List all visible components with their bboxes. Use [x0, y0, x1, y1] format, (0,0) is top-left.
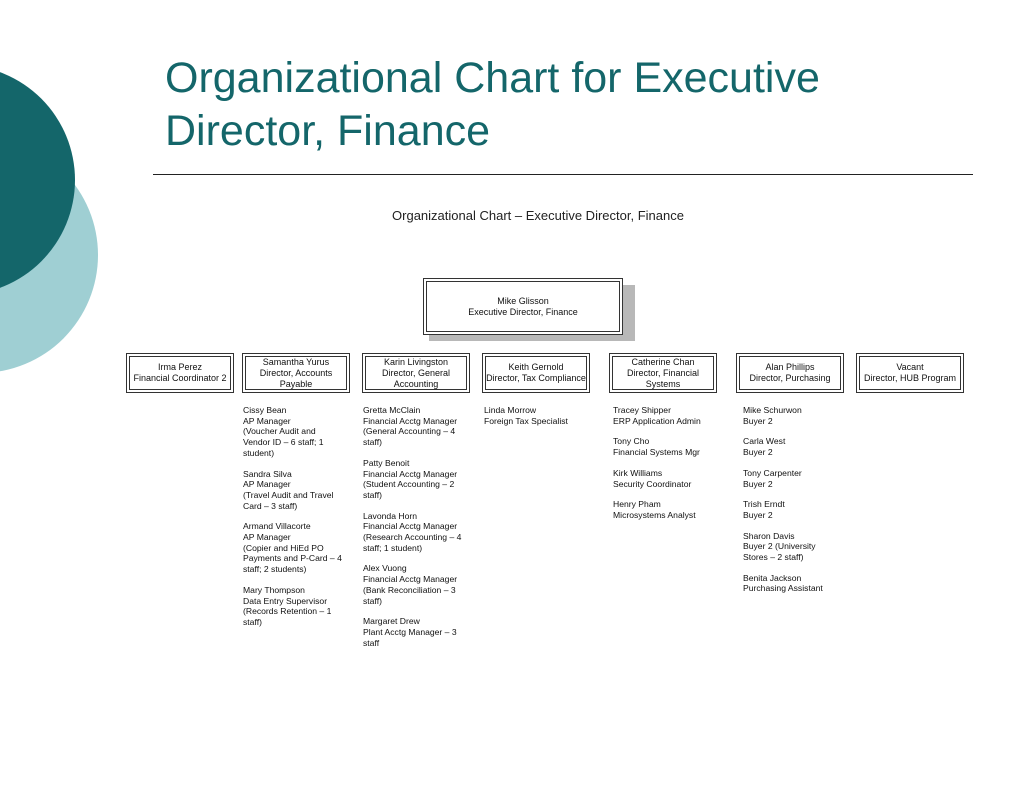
staff-role: Microsystems Analyst — [613, 509, 696, 520]
unit-role: Director, Accounts Payable — [259, 367, 333, 389]
list-item — [743, 499, 839, 520]
staff-name: Patty Benoit — [363, 457, 410, 468]
staff-role: AP Manager — [243, 479, 291, 490]
list-item — [363, 511, 465, 554]
staff-name: Carla West — [743, 436, 786, 447]
unit-box-alan-phillips — [736, 353, 844, 393]
staff-list-general-accounting — [363, 405, 465, 658]
list-item — [363, 563, 465, 606]
staff-name: Tracey Shipper — [613, 405, 671, 415]
staff-role: Buyer 2 — [743, 415, 773, 426]
list-item — [243, 405, 345, 459]
unit-box-samantha-yurus — [242, 353, 350, 393]
chart-title: Organizational Chart – Executive Director, Finance — [392, 208, 684, 223]
unit-box-catherine-chan — [609, 353, 717, 393]
staff-note: (General Accounting – 4 staff) — [363, 426, 456, 448]
staff-name: Lavonda Horn — [363, 510, 417, 521]
staff-name: Trish Erndt — [743, 499, 785, 510]
unit-name: Samantha Yurus — [262, 356, 330, 367]
unit-role: Director, Purchasing — [749, 373, 831, 383]
staff-note: (Records Retention – 1 staff) — [243, 606, 332, 627]
staff-role: Foreign Tax Specialist — [484, 415, 568, 426]
list-item — [613, 405, 719, 426]
unit-name: Karin Livingston — [383, 356, 449, 367]
staff-name: Cissy Bean — [243, 405, 287, 415]
list-item — [743, 468, 839, 489]
staff-role: ERP Application Admin — [613, 415, 701, 426]
staff-name: Alex Vuong — [363, 563, 407, 574]
unit-role: Director, Financial Systems — [626, 367, 700, 389]
staff-role: Financial Systems Mgr — [613, 447, 700, 458]
unit-name: Irma Perez — [157, 362, 202, 372]
staff-name: Gretta McClain — [363, 405, 421, 415]
list-item — [243, 469, 345, 512]
staff-list-accounts-payable — [243, 405, 345, 638]
list-item — [243, 585, 345, 628]
unit-box-irma-perez — [126, 353, 234, 393]
list-item — [743, 405, 839, 426]
staff-role: AP Manager — [243, 532, 291, 543]
staff-role: Buyer 2 — [743, 478, 773, 489]
staff-note: (Research Accounting – 4 staff; 1 student) — [363, 532, 462, 553]
root-role: Executive Director, Finance — [468, 306, 578, 317]
staff-name: Mary Thompson — [243, 584, 305, 595]
root-name: Mike Glisson — [497, 295, 549, 306]
staff-name: Tony Cho — [613, 436, 650, 447]
unit-name: Alan Phillips — [765, 362, 815, 372]
unit-box-karin-livingston — [362, 353, 470, 393]
list-item — [363, 616, 465, 648]
staff-note: (Travel Audit and Travel Card – 3 staff) — [243, 489, 334, 511]
staff-name: Kirk Williams — [613, 467, 663, 478]
staff-note: (Student Accounting – 2 staff) — [363, 479, 455, 500]
staff-role: Buyer 2 — [743, 509, 773, 520]
list-item — [743, 531, 839, 563]
staff-name: Margaret Drew — [363, 616, 420, 627]
staff-role: AP Manager — [243, 415, 291, 426]
staff-role: Buyer 2 — [743, 447, 773, 458]
staff-name: Tony Carpenter — [743, 467, 802, 478]
list-item — [363, 405, 465, 448]
staff-role: Purchasing Assistant — [743, 583, 823, 594]
staff-list-financial-systems — [613, 405, 719, 531]
staff-role: Buyer 2 (University Stores – 2 staff) — [743, 541, 816, 563]
staff-list-purchasing — [743, 405, 839, 604]
staff-name: Benita Jackson — [743, 572, 802, 583]
list-item — [613, 499, 719, 520]
staff-name: Sandra Silva — [243, 468, 292, 479]
staff-role: Financial Acctg Manager — [363, 574, 458, 585]
unit-role: Financial Coordinator 2 — [133, 373, 227, 383]
list-item — [243, 521, 345, 575]
unit-box-vacant — [856, 353, 964, 393]
staff-note: (Bank Reconciliation – 3 staff) — [363, 584, 456, 606]
staff-list-tax-compliance — [484, 405, 590, 436]
root-box — [423, 278, 623, 335]
staff-note: (Copier and HiEd PO Payments and P-Card – 4 staff; 2 students) — [243, 542, 342, 575]
staff-role: Financial Acctg Manager — [363, 521, 458, 532]
unit-role: Director, Tax Compliance — [486, 373, 586, 383]
staff-role: Financial Acctg Manager — [363, 415, 458, 426]
list-item — [613, 436, 719, 457]
unit-name: Keith Gernold — [508, 362, 564, 372]
list-item — [743, 573, 839, 594]
staff-role: Security Coordinator — [613, 478, 692, 489]
staff-name: Armand Villacorte — [243, 521, 311, 532]
unit-role: Director, General Accounting — [381, 367, 451, 389]
list-item — [613, 468, 719, 489]
slide-title: Organizational Chart for Executive Director, Finance — [165, 54, 820, 155]
staff-name: Henry Pham — [613, 499, 661, 510]
unit-box-keith-gernold — [482, 353, 590, 393]
unit-name: Vacant — [896, 362, 924, 372]
unit-name: Catherine Chan — [631, 356, 695, 367]
unit-role: Director, HUB Program — [863, 373, 957, 383]
staff-note: (Voucher Audit and Vendor ID – 6 staff; 1 student) — [243, 426, 324, 458]
staff-name: Sharon Davis — [743, 530, 795, 541]
list-item — [484, 405, 590, 426]
staff-name: Linda Morrow — [484, 405, 537, 415]
staff-role: Financial Acctg Manager — [363, 468, 458, 479]
title-divider — [153, 174, 973, 175]
staff-name: Mike Schurwon — [743, 405, 802, 415]
list-item — [743, 436, 839, 457]
staff-role: Plant Acctg Manager – 3 staff — [363, 626, 457, 648]
list-item — [363, 458, 465, 501]
staff-role: Data Entry Supervisor — [243, 595, 328, 606]
